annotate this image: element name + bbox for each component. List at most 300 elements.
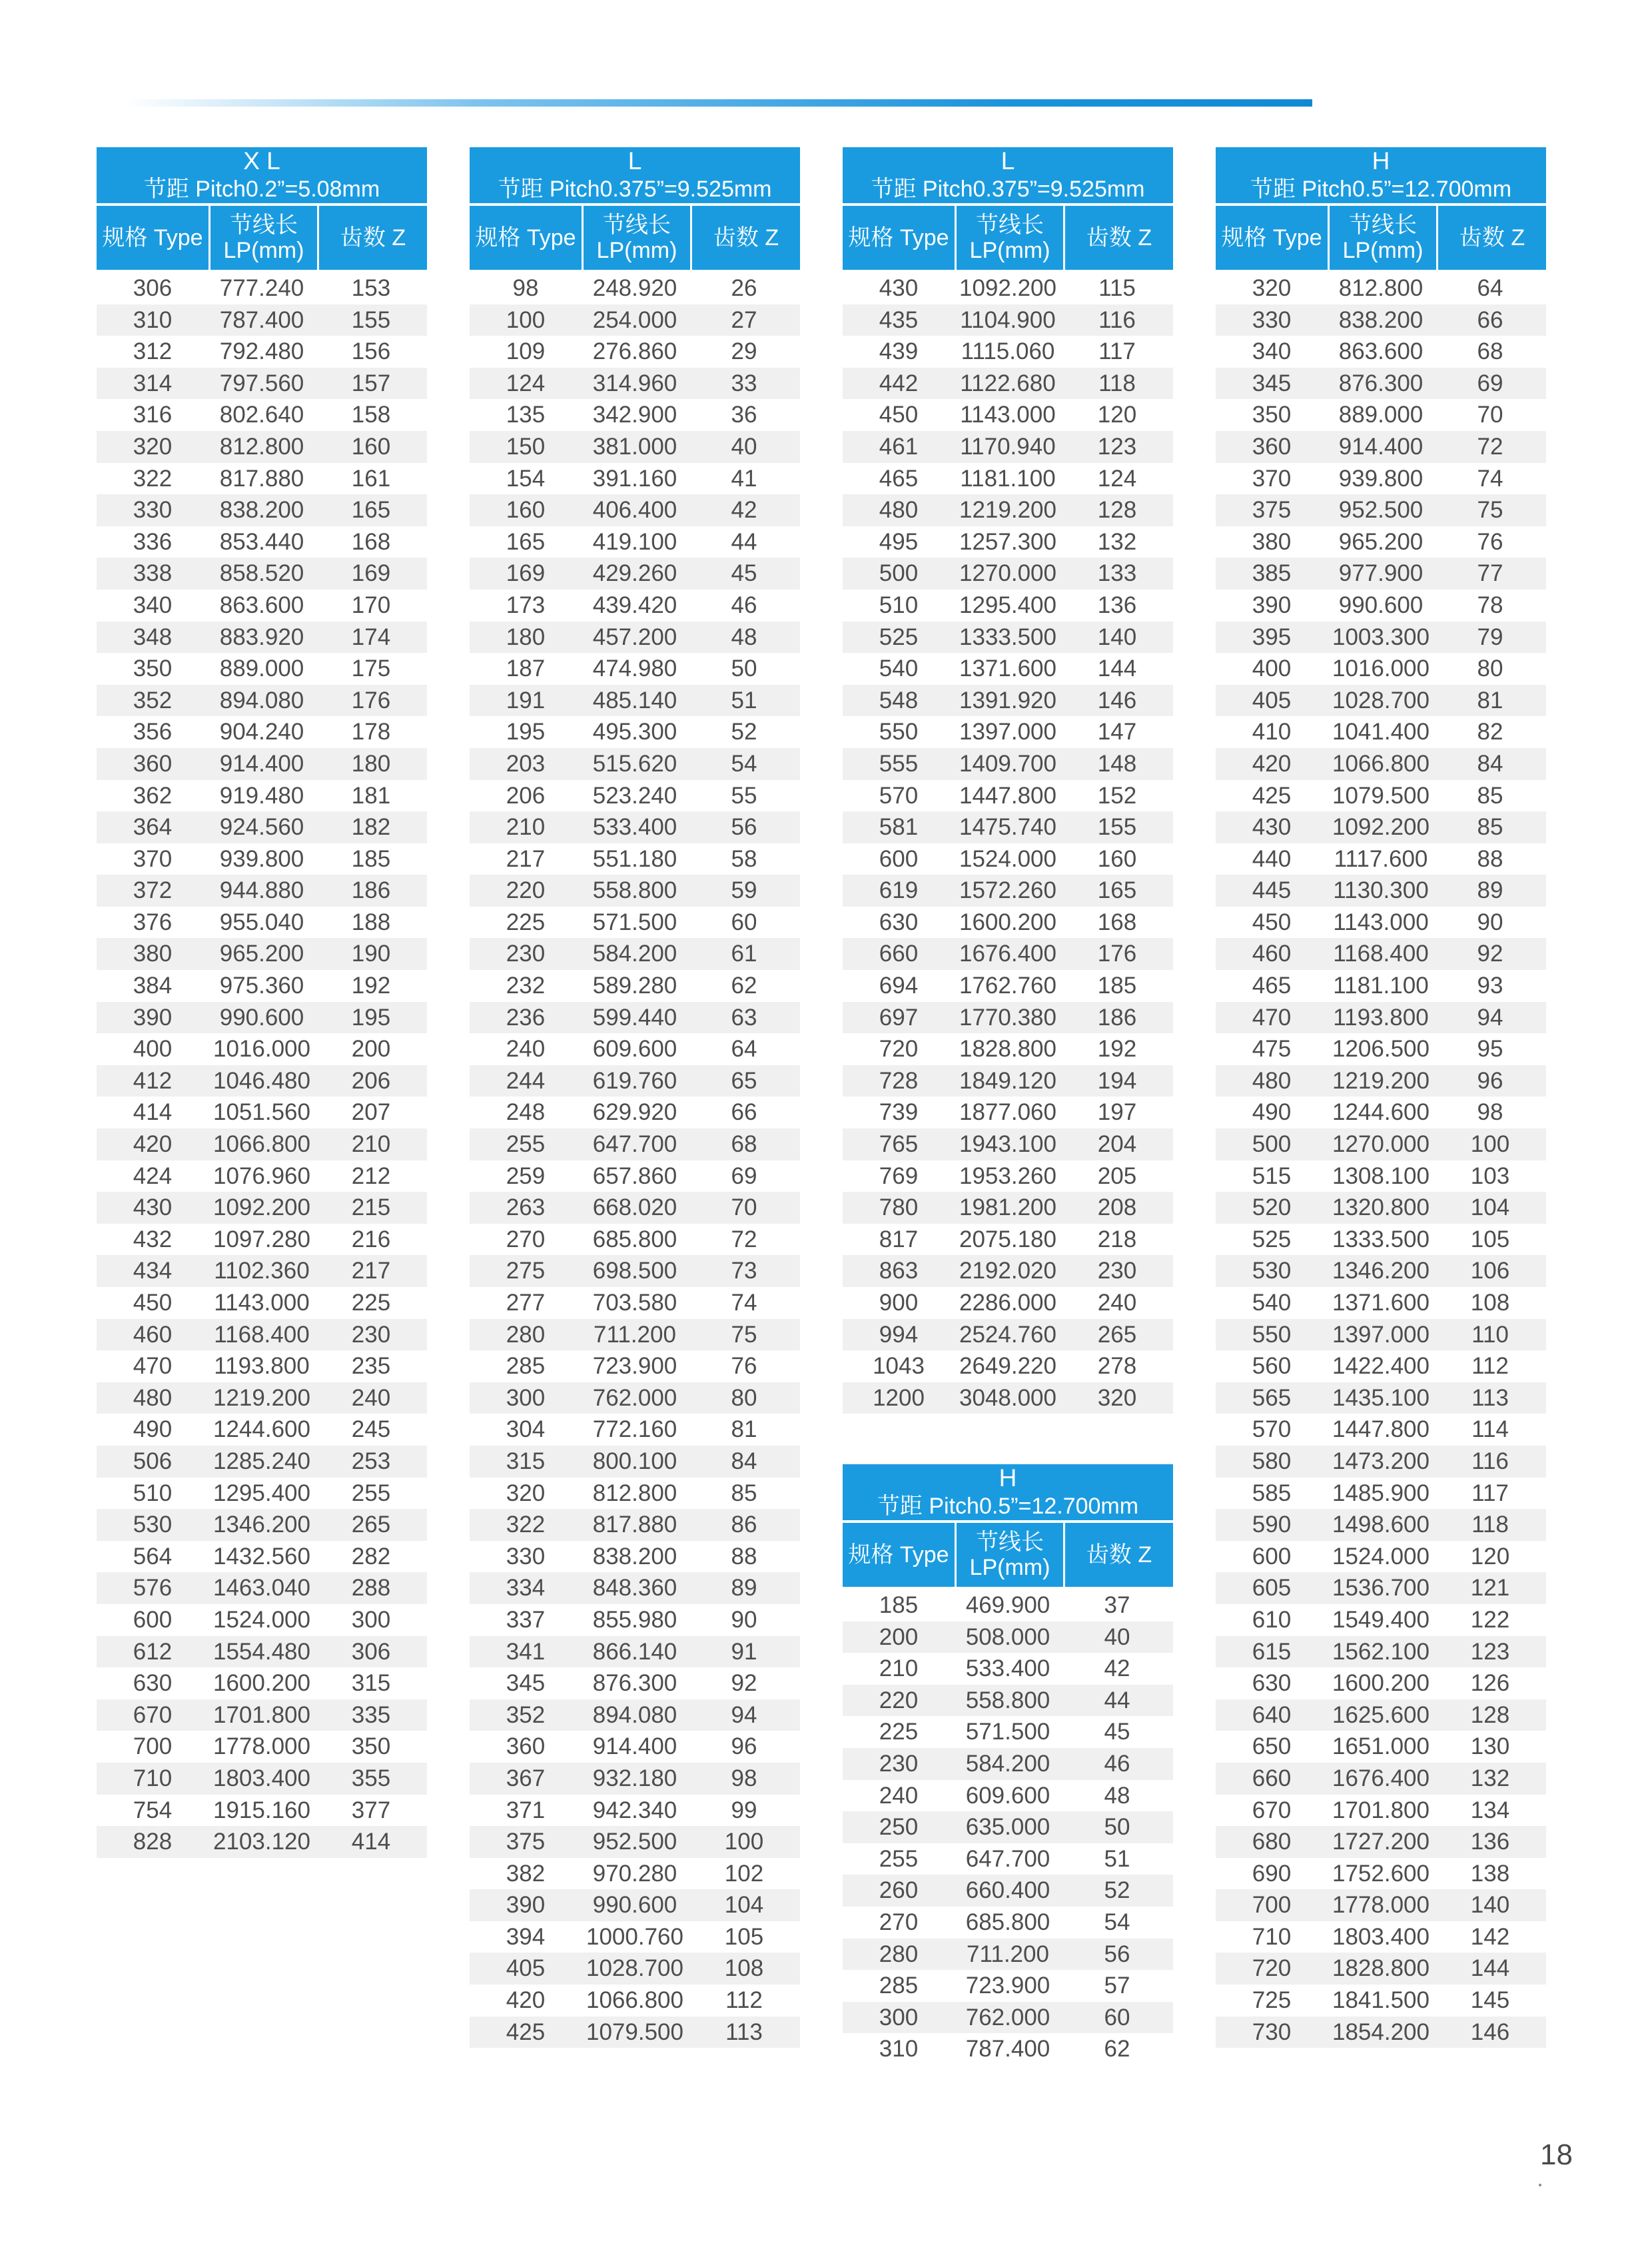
- cell-teeth: 178: [351, 719, 391, 745]
- cell-type: 660: [879, 941, 919, 967]
- table-row: [1216, 1731, 1546, 1763]
- cell-lp: 698.500: [592, 1258, 677, 1284]
- table-row: [470, 304, 800, 336]
- table-row: [1216, 1446, 1546, 1478]
- table-row: [843, 1653, 1173, 1685]
- cell-teeth: 93: [1477, 973, 1503, 999]
- table-row: [843, 1065, 1173, 1097]
- cell-lp: 812.800: [592, 1480, 677, 1506]
- table-row: [1216, 558, 1546, 590]
- cell-lp: 894.080: [219, 687, 304, 713]
- table-row: [97, 1763, 427, 1795]
- table-header: [843, 147, 1173, 203]
- cell-lp: 469.900: [965, 1592, 1050, 1618]
- cell-lp: 1308.100: [1332, 1162, 1430, 1189]
- cell-lp: 1181.100: [1333, 973, 1429, 999]
- cell-lp: 838.200: [592, 1543, 677, 1570]
- cell-teeth: 114: [1471, 1416, 1509, 1443]
- cell-teeth: 98: [1477, 1099, 1503, 1126]
- cell-teeth: 59: [731, 877, 757, 904]
- cell-type: 259: [506, 1162, 546, 1189]
- cell-type: 154: [506, 465, 546, 492]
- cell-teeth: 142: [1470, 1923, 1510, 1950]
- cell-lp: 1079.500: [1332, 782, 1430, 809]
- cell-type: 619: [879, 877, 919, 904]
- table-row: [843, 494, 1173, 526]
- cell-type: 420: [133, 1131, 173, 1158]
- cell-teeth: 75: [731, 1321, 757, 1348]
- table-row: [470, 716, 800, 748]
- cell-lp: 647.700: [592, 1131, 677, 1158]
- cell-lp: 787.400: [219, 306, 304, 333]
- cell-type: 550: [1252, 1321, 1292, 1348]
- cell-teeth: 253: [351, 1448, 391, 1474]
- cell-type: 330: [506, 1543, 546, 1570]
- table-body: [97, 272, 427, 1858]
- cell-teeth: 76: [1477, 528, 1503, 555]
- cell-teeth: 29: [731, 338, 757, 365]
- cell-lp: 919.480: [219, 782, 304, 809]
- table-row: [97, 1699, 427, 1731]
- cell-type: 480: [1252, 1067, 1292, 1094]
- cell-type: 240: [506, 1036, 546, 1063]
- cell-lp: 1463.040: [213, 1575, 310, 1601]
- table-row: [1216, 811, 1546, 843]
- cell-teeth: 282: [351, 1543, 391, 1570]
- cell-lp: 1625.600: [1332, 1701, 1430, 1728]
- cell-type: 336: [133, 528, 173, 555]
- table-row: [843, 1128, 1173, 1160]
- cell-type: 525: [879, 624, 919, 650]
- col-header-lp: 节线长 LP(mm): [1330, 206, 1438, 270]
- table-pitch: 节距 Pitch0.375”=9.525mm: [498, 177, 772, 202]
- table-row: [470, 1446, 800, 1478]
- cell-lp: 660.400: [965, 1877, 1050, 1904]
- cell-lp: 1092.200: [213, 1194, 310, 1221]
- table-row: [1216, 1002, 1546, 1034]
- table-row: [470, 1921, 800, 1953]
- cell-lp: 1076.960: [213, 1162, 310, 1189]
- cell-teeth: 194: [1097, 1067, 1137, 1094]
- table-row: [1216, 653, 1546, 685]
- cell-lp: 1092.200: [1332, 814, 1430, 841]
- table-row: [843, 748, 1173, 780]
- table-row: [843, 558, 1173, 590]
- cell-lp: 1953.260: [959, 1162, 1056, 1189]
- cell-teeth: 85: [1477, 814, 1503, 841]
- cell-lp: 1600.200: [1332, 1670, 1430, 1697]
- cell-type: 697: [879, 1004, 919, 1031]
- cell-lp: 1554.480: [213, 1638, 310, 1665]
- cell-lp: 1066.800: [586, 1987, 683, 2014]
- table-row: [843, 1970, 1173, 2002]
- cell-teeth: 70: [731, 1194, 757, 1221]
- cell-teeth: 300: [351, 1606, 391, 1633]
- cell-teeth: 315: [351, 1670, 391, 1697]
- cell-type: 360: [133, 750, 173, 777]
- table-row: [97, 811, 427, 843]
- column-headers: [1216, 206, 1546, 270]
- table-pitch: 节距 Pitch0.375”=9.525mm: [871, 177, 1145, 202]
- cell-teeth: 92: [731, 1670, 757, 1697]
- cell-lp: 1701.800: [213, 1701, 310, 1728]
- cell-lp: 1536.700: [1332, 1575, 1430, 1601]
- cell-type: 565: [1252, 1384, 1292, 1411]
- belt-table-xl: [97, 147, 427, 1858]
- table-row: [843, 526, 1173, 558]
- cell-teeth: 414: [351, 1829, 391, 1855]
- cell-lp: 939.800: [219, 845, 304, 872]
- cell-type: 440: [1252, 845, 1292, 872]
- table-row: [1216, 843, 1546, 875]
- col-header-type: 规格 Type: [843, 1523, 957, 1587]
- cell-type: 360: [506, 1733, 546, 1760]
- cell-type: 680: [1252, 1829, 1292, 1855]
- cell-lp: 797.560: [219, 370, 304, 396]
- cell-type: 350: [1252, 402, 1292, 428]
- table-row: [1216, 1795, 1546, 1827]
- cell-teeth: 175: [351, 656, 391, 682]
- table-row: [1216, 1858, 1546, 1890]
- cell-lp: 914.400: [592, 1733, 677, 1760]
- cell-lp: 1244.600: [1332, 1099, 1430, 1126]
- cell-teeth: 138: [1470, 1860, 1510, 1887]
- cell-teeth: 48: [731, 624, 757, 650]
- cell-type: 900: [879, 1290, 919, 1316]
- cell-type: 280: [506, 1321, 546, 1348]
- cell-type: 352: [133, 687, 173, 713]
- cell-lp: 990.600: [592, 1892, 677, 1919]
- cell-type: 310: [879, 2036, 919, 2062]
- cell-type: 630: [1252, 1670, 1292, 1697]
- cell-lp: 990.600: [1338, 592, 1424, 618]
- table-header: [97, 147, 427, 203]
- cell-lp: 1181.100: [960, 465, 1056, 492]
- table-row: [97, 622, 427, 654]
- cell-lp: 1915.160: [213, 1797, 310, 1823]
- cell-teeth: 146: [1470, 2019, 1510, 2045]
- cell-lp: 787.400: [965, 2036, 1050, 2062]
- cell-type: 445: [1252, 877, 1292, 904]
- table-pitch: 节距 Pitch0.2”=5.08mm: [143, 177, 380, 202]
- table-row: [97, 526, 427, 558]
- cell-lp: 1097.280: [213, 1226, 310, 1252]
- cell-teeth: 120: [1470, 1543, 1510, 1570]
- cell-type: 420: [506, 1987, 546, 2014]
- table-row: [1216, 1255, 1546, 1287]
- cell-teeth: 90: [731, 1606, 757, 1633]
- cell-lp: 1016.000: [213, 1036, 310, 1063]
- cell-teeth: 320: [1097, 1384, 1137, 1411]
- cell-type: 236: [506, 1004, 546, 1031]
- table-row: [470, 780, 800, 812]
- cell-lp: 668.020: [592, 1194, 677, 1221]
- cell-teeth: 112: [1471, 1353, 1509, 1380]
- table-row: [97, 1509, 427, 1541]
- column-headers: [470, 206, 800, 270]
- cell-teeth: 52: [1104, 1877, 1130, 1904]
- cell-teeth: 155: [351, 306, 391, 333]
- cell-lp: 1104.900: [960, 306, 1056, 333]
- page-dot: [1539, 2184, 1541, 2186]
- cell-teeth: 117: [1471, 1480, 1509, 1506]
- cell-type: 370: [133, 845, 173, 872]
- table-row: [843, 431, 1173, 463]
- table-row: [470, 463, 800, 495]
- table-row: [1216, 431, 1546, 463]
- cell-teeth: 64: [1477, 275, 1503, 301]
- cell-type: 510: [879, 592, 919, 618]
- table-row: [470, 1160, 800, 1192]
- cell-type: 203: [506, 750, 546, 777]
- cell-teeth: 140: [1097, 624, 1137, 650]
- cell-lp: 1219.200: [959, 497, 1056, 524]
- cell-teeth: 96: [731, 1733, 757, 1760]
- cell-teeth: 50: [1104, 1814, 1130, 1841]
- table-row: [1216, 272, 1546, 304]
- cell-lp: 1447.800: [959, 782, 1056, 809]
- table-row: [97, 558, 427, 590]
- table-row: [97, 1002, 427, 1034]
- table-row: [97, 1572, 427, 1604]
- cell-teeth: 98: [731, 1765, 757, 1791]
- cell-lp: 2103.120: [213, 1829, 310, 1855]
- cell-teeth: 50: [731, 656, 757, 682]
- table-row: [97, 1065, 427, 1097]
- table-row: [97, 1795, 427, 1827]
- cell-teeth: 65: [731, 1067, 757, 1094]
- cell-lp: 772.160: [592, 1416, 677, 1443]
- cell-type: 255: [879, 1845, 919, 1872]
- table-title: H: [1372, 147, 1390, 175]
- table-pitch: 节距 Pitch0.5”=12.700mm: [877, 1494, 1139, 1519]
- cell-type: 275: [506, 1258, 546, 1284]
- table-row: [470, 1826, 800, 1858]
- cell-type: 490: [133, 1416, 173, 1443]
- cell-teeth: 73: [731, 1258, 757, 1284]
- cell-lp: 551.180: [592, 845, 677, 872]
- cell-type: 640: [1252, 1701, 1292, 1728]
- cell-teeth: 144: [1470, 1955, 1510, 1982]
- cell-lp: 1333.500: [1332, 1226, 1430, 1252]
- table-row: [470, 1731, 800, 1763]
- cell-type: 165: [506, 528, 546, 555]
- cell-lp: 838.200: [219, 497, 304, 524]
- cell-lp: 762.000: [965, 2004, 1050, 2030]
- cell-teeth: 134: [1470, 1797, 1510, 1823]
- cell-teeth: 94: [1477, 1004, 1503, 1031]
- table-row: [1216, 685, 1546, 717]
- cell-teeth: 306: [351, 1638, 391, 1665]
- cell-teeth: 106: [1470, 1258, 1510, 1284]
- cell-teeth: 44: [731, 528, 757, 555]
- cell-lp: 474.980: [592, 656, 677, 682]
- table-row: [843, 1780, 1173, 1812]
- cell-type: 356: [133, 719, 173, 745]
- table-row: [470, 494, 800, 526]
- cell-teeth: 58: [731, 845, 757, 872]
- cell-lp: 952.500: [1338, 497, 1424, 524]
- cell-lp: 1066.800: [1332, 750, 1430, 777]
- cell-teeth: 104: [1470, 1194, 1510, 1221]
- cell-type: 690: [1252, 1860, 1292, 1887]
- cell-type: 225: [879, 1719, 919, 1745]
- cell-type: 345: [506, 1670, 546, 1697]
- cell-type: 555: [879, 750, 919, 777]
- cell-type: 320: [133, 433, 173, 460]
- table-row: [470, 685, 800, 717]
- table-row: [470, 1128, 800, 1160]
- cell-type: 395: [1252, 624, 1292, 650]
- cell-type: 720: [1252, 1955, 1292, 1982]
- cell-type: 465: [879, 465, 919, 492]
- cell-teeth: 124: [1097, 465, 1137, 492]
- cell-type: 670: [133, 1701, 173, 1728]
- table-row: [1216, 526, 1546, 558]
- cell-type: 442: [879, 370, 919, 396]
- cell-type: 540: [879, 656, 919, 682]
- table-row: [470, 843, 800, 875]
- table-row: [843, 2033, 1173, 2065]
- cell-lp: 1041.400: [1332, 719, 1430, 745]
- col-header-teeth: 齿数 Z: [1086, 1542, 1152, 1568]
- table-row: [1216, 1065, 1546, 1097]
- cell-teeth: 136: [1097, 592, 1137, 618]
- cell-lp: 571.500: [592, 909, 677, 935]
- cell-type: 710: [133, 1765, 173, 1791]
- table-row: [843, 716, 1173, 748]
- table-row: [843, 2002, 1173, 2034]
- cell-teeth: 140: [1470, 1892, 1510, 1919]
- cell-type: 465: [1252, 973, 1292, 999]
- cell-teeth: 265: [1097, 1321, 1137, 1348]
- table-body: [470, 272, 800, 2048]
- cell-teeth: 85: [731, 1480, 757, 1506]
- cell-teeth: 128: [1097, 497, 1137, 524]
- cell-lp: 1752.600: [1332, 1860, 1430, 1887]
- cell-type: 285: [506, 1353, 546, 1380]
- cell-lp: 584.200: [965, 1750, 1050, 1777]
- cell-teeth: 90: [1477, 909, 1503, 935]
- cell-lp: 858.520: [219, 560, 304, 587]
- table-row: [1216, 1572, 1546, 1604]
- cell-lp: 495.300: [592, 719, 677, 745]
- table-row: [843, 843, 1173, 875]
- cell-teeth: 63: [731, 1004, 757, 1031]
- cell-teeth: 105: [1470, 1226, 1510, 1252]
- cell-teeth: 105: [724, 1923, 764, 1950]
- cell-type: 725: [1252, 1987, 1292, 2014]
- table-row: [470, 1889, 800, 1921]
- table-row: [97, 463, 427, 495]
- cell-teeth: 88: [1477, 845, 1503, 872]
- cell-lp: 762.000: [592, 1384, 677, 1411]
- cell-teeth: 115: [1098, 275, 1136, 301]
- cell-teeth: 218: [1097, 1226, 1137, 1252]
- table-row: [97, 431, 427, 463]
- cell-lp: 558.800: [965, 1687, 1050, 1713]
- cell-lp: 853.440: [219, 528, 304, 555]
- table-row: [843, 1097, 1173, 1128]
- table-row: [97, 590, 427, 622]
- table-row: [1216, 1509, 1546, 1541]
- cell-teeth: 158: [351, 402, 391, 428]
- cell-teeth: 113: [1471, 1384, 1509, 1411]
- cell-lp: 248.920: [592, 275, 677, 301]
- cell-type: 340: [1252, 338, 1292, 365]
- cell-type: 660: [1252, 1765, 1292, 1791]
- cell-lp: 1803.400: [1332, 1923, 1430, 1950]
- cell-teeth: 72: [731, 1226, 757, 1252]
- table-row: [843, 368, 1173, 400]
- cell-lp: 254.000: [592, 306, 677, 333]
- cell-teeth: 157: [351, 370, 391, 396]
- cell-type: 376: [133, 909, 173, 935]
- cell-type: 320: [1252, 275, 1292, 301]
- cell-type: 270: [506, 1226, 546, 1252]
- cell-type: 460: [133, 1321, 173, 1348]
- table-row: [470, 1002, 800, 1034]
- cell-type: 461: [879, 433, 919, 460]
- cell-type: 330: [1252, 306, 1292, 333]
- cell-teeth: 42: [731, 497, 757, 524]
- cell-type: 780: [879, 1194, 919, 1221]
- table-header: [843, 1464, 1173, 1520]
- col-header-type: 规格 Type: [470, 206, 584, 270]
- cell-type: 210: [879, 1655, 919, 1682]
- table-row: [843, 1875, 1173, 1907]
- cell-type: 384: [133, 973, 173, 999]
- cell-teeth: 100: [1470, 1131, 1510, 1158]
- cell-lp: 1028.700: [1332, 687, 1430, 713]
- cell-lp: 1193.800: [1333, 1004, 1429, 1031]
- cell-lp: 647.700: [965, 1845, 1050, 1872]
- cell-teeth: 186: [1097, 1004, 1137, 1031]
- cell-teeth: 128: [1470, 1701, 1510, 1728]
- cell-lp: 1079.500: [586, 2019, 683, 2045]
- cell-type: 260: [879, 1877, 919, 1904]
- cell-teeth: 66: [1477, 306, 1503, 333]
- cell-lp: 1676.400: [1332, 1765, 1430, 1791]
- table-row: [843, 938, 1173, 970]
- cell-type: 370: [1252, 465, 1292, 492]
- table-row: [97, 368, 427, 400]
- table-row: [1216, 2017, 1546, 2048]
- cell-type: 550: [879, 719, 919, 745]
- col-header-teeth: 齿数 Z: [1086, 225, 1152, 250]
- cell-teeth: 210: [351, 1131, 391, 1158]
- cell-type: 439: [879, 338, 919, 365]
- cell-lp: 1051.560: [213, 1099, 310, 1126]
- cell-lp: 1849.120: [959, 1067, 1056, 1094]
- table-row: [470, 1255, 800, 1287]
- table-row: [1216, 622, 1546, 654]
- cell-type: 180: [506, 624, 546, 650]
- cell-lp: 939.800: [1338, 465, 1424, 492]
- cell-lp: 1676.400: [959, 941, 1056, 967]
- cell-type: 863: [879, 1258, 919, 1284]
- cell-lp: 914.400: [219, 750, 304, 777]
- col-header-teeth: 齿数 Z: [1459, 225, 1525, 250]
- cell-teeth: 278: [1097, 1353, 1137, 1380]
- cell-teeth: 186: [351, 877, 391, 904]
- cell-teeth: 110: [1471, 1321, 1509, 1348]
- cell-teeth: 176: [351, 687, 391, 713]
- table-row: [470, 653, 800, 685]
- cell-type: 367: [506, 1765, 546, 1791]
- cell-lp: 800.100: [592, 1448, 677, 1474]
- table-row: [843, 1685, 1173, 1717]
